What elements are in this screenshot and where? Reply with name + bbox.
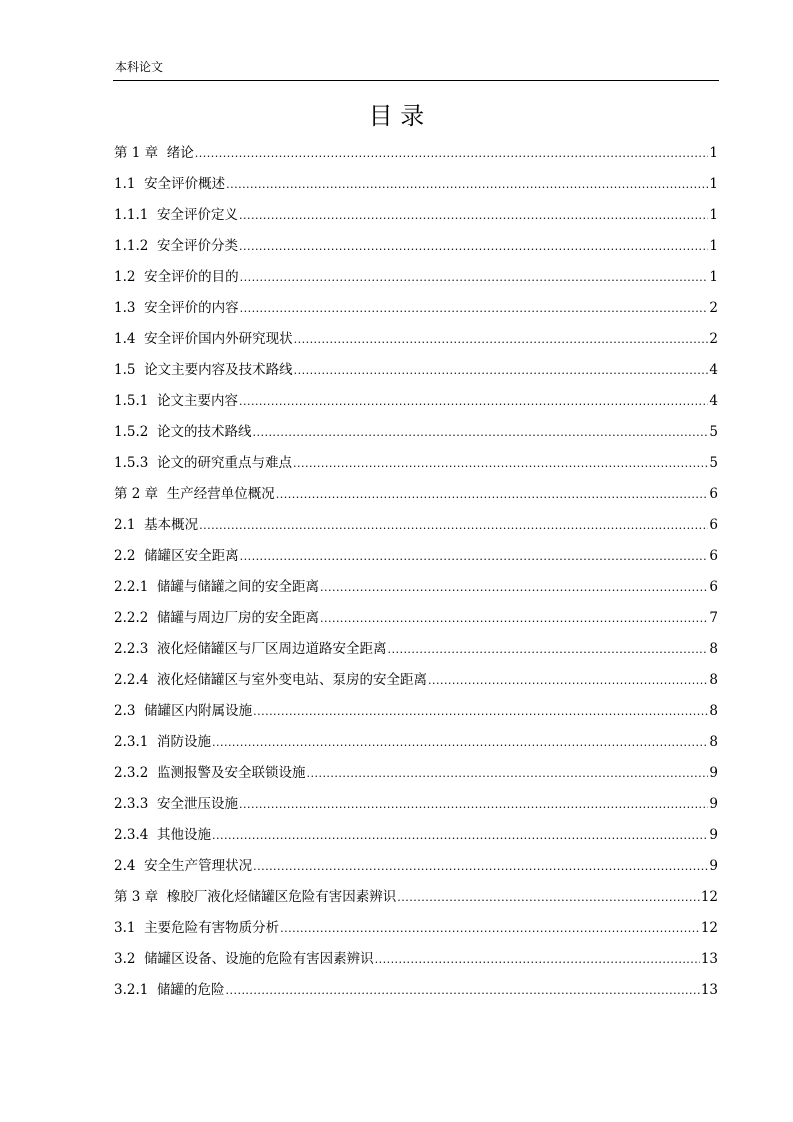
toc-page-number: 8 [709, 703, 718, 719]
toc-page-number: 1 [709, 145, 718, 161]
toc-entry-number: 1.3 [114, 300, 136, 316]
toc-entry-title: 储罐与储罐之间的安全距离 [156, 579, 319, 595]
toc-leader-dots [212, 732, 708, 754]
toc-page-number: 4 [709, 362, 718, 378]
toc-leader-dots [239, 236, 708, 258]
toc-entry[interactable] [114, 638, 718, 669]
toc-entry-number: 1.2 [114, 269, 136, 285]
toc-leader-dots [294, 360, 709, 382]
toc-entry-label [114, 793, 238, 815]
toc-entry-label [114, 731, 211, 753]
toc-entry-number: 1.5 [114, 362, 136, 378]
toc-entry[interactable] [114, 328, 718, 359]
toc-entry[interactable] [114, 142, 718, 173]
toc-entry-number: 2.2.3 [114, 641, 149, 657]
toc-entry[interactable] [114, 514, 718, 545]
toc-page-number: 6 [709, 548, 718, 564]
toc-page-number: 8 [709, 734, 718, 750]
toc-entry-label [114, 545, 239, 567]
toc-leader-dots [293, 453, 708, 475]
toc-leader-dots [225, 980, 699, 1002]
toc-entry-number: 2.3.4 [114, 827, 149, 843]
toc-entry-number: 2.1 [114, 517, 136, 533]
toc-page-number: 9 [709, 765, 718, 781]
toc-entry[interactable] [114, 731, 718, 762]
toc-entry-label [114, 359, 293, 381]
toc-page-number: 2 [709, 300, 718, 316]
toc-entry-number: 2.2.1 [114, 579, 149, 595]
toc-page-number: 5 [709, 424, 718, 440]
toc-entry-number: 3.1 [114, 920, 136, 936]
toc-entry-title: 生产经营单位概况 [166, 486, 275, 502]
toc-leader-dots [240, 267, 709, 289]
toc-entry-title: 安全评价的内容 [144, 300, 239, 316]
toc-page-number: 1 [709, 269, 718, 285]
toc-page-number: 1 [709, 238, 718, 254]
toc-page-number: 6 [709, 579, 718, 595]
toc-entry-title: 论文主要内容 [156, 393, 238, 409]
toc-entry[interactable] [114, 948, 718, 979]
toc-entry-label [114, 638, 386, 660]
toc-entry-label [114, 483, 275, 505]
toc-page-number: 8 [709, 672, 718, 688]
toc-entry-number: 3.2 [114, 951, 136, 967]
toc-entry-number: 2.2.2 [114, 610, 149, 626]
toc-entry[interactable] [114, 793, 718, 824]
toc-entry-number: 1.1 [114, 176, 136, 192]
toc-entry[interactable] [114, 545, 718, 576]
toc-entry-label [114, 669, 427, 691]
toc-leader-dots [226, 174, 708, 196]
toc-entry-title: 消防设施 [156, 734, 211, 750]
toc-entry-title: 安全评价定义 [156, 207, 238, 223]
toc-leader-dots [240, 546, 709, 568]
toc-list [114, 142, 718, 1010]
toc-entry-title: 储罐与周边厂房的安全距离 [156, 610, 319, 626]
toc-entry-title: 安全评价的目的 [144, 269, 239, 285]
toc-entry[interactable] [114, 886, 718, 917]
toc-entry-label [114, 297, 239, 319]
toc-entry-number: 1.1.1 [114, 207, 149, 223]
toc-leader-dots [252, 422, 708, 444]
toc-entry-title: 储罐区设备、设施的危险有害因素辨识 [144, 951, 374, 967]
toc-leader-dots [387, 639, 708, 661]
toc-entry[interactable] [114, 669, 718, 700]
toc-entry-number: 1.5.2 [114, 424, 149, 440]
toc-entry-label [114, 173, 225, 195]
toc-entry[interactable] [114, 576, 718, 607]
toc-page-number: 6 [709, 486, 718, 502]
toc-page-number: 1 [709, 176, 718, 192]
toc-entry[interactable] [114, 855, 718, 886]
toc-entry[interactable] [114, 607, 718, 638]
toc-entry-title: 储罐区内附属设施 [144, 703, 253, 719]
toc-page-number: 7 [709, 610, 718, 626]
toc-entry-label [114, 204, 238, 226]
toc-entry-title: 储罐区安全距离 [144, 548, 239, 564]
toc-entry-label [114, 421, 251, 443]
toc-entry-label [114, 235, 238, 257]
toc-page-number: 4 [709, 393, 718, 409]
toc-leader-dots [280, 918, 700, 940]
toc-entry-label [114, 824, 211, 846]
toc-entry-title: 安全泄压设施 [156, 796, 238, 812]
toc-entry-label [114, 576, 319, 598]
toc-entry-label [114, 948, 374, 970]
toc-leader-dots [276, 484, 709, 506]
header-label: 本科论文 [115, 60, 164, 74]
toc-entry[interactable] [114, 266, 718, 297]
toc-page-number: 5 [709, 455, 718, 471]
toc-page-number: 9 [709, 796, 718, 812]
toc-entry-title: 论文主要内容及技术路线 [144, 362, 293, 378]
toc-entry-title: 安全评价分类 [156, 238, 238, 254]
toc-leader-dots [320, 577, 708, 599]
toc-leader-dots [239, 794, 708, 816]
toc-entry[interactable] [114, 390, 718, 421]
toc-entry-label [114, 390, 238, 412]
toc-entry-number: 第 3 章 [114, 889, 159, 905]
toc-entry-number: 1.5.3 [114, 455, 149, 471]
toc-entry-number: 1.5.1 [114, 393, 149, 409]
toc-leader-dots [253, 701, 708, 723]
toc-entry-number: 2.3 [114, 703, 136, 719]
toc-entry-title: 橡胶厂液化烃储罐区危险有害因素辨识 [166, 889, 397, 905]
toc-entry-label [114, 328, 293, 350]
toc-leader-dots [320, 608, 708, 630]
toc-leader-dots [253, 856, 708, 878]
toc-page-number: 13 [700, 982, 718, 998]
toc-leader-dots [240, 298, 709, 320]
toc-entry-title: 安全评价国内外研究现状 [144, 331, 293, 347]
toc-entry-label [114, 452, 292, 474]
toc-entry[interactable] [114, 235, 718, 266]
toc-title: 目 录 [368, 102, 425, 130]
toc-entry-label [114, 979, 224, 1001]
toc-entry-number: 3.2.1 [114, 982, 149, 998]
toc-entry-label [114, 266, 239, 288]
toc-page-number: 12 [700, 920, 718, 936]
toc-entry[interactable] [114, 700, 718, 731]
toc-leader-dots [397, 887, 700, 909]
toc-entry-label [114, 762, 305, 784]
toc-page-number: 8 [709, 641, 718, 657]
toc-entry-title: 其他设施 [156, 827, 211, 843]
toc-entry-number: 第 1 章 [114, 145, 159, 161]
toc-entry-number: 2.2.4 [114, 672, 149, 688]
toc-page-number: 9 [709, 858, 718, 874]
toc-leader-dots [195, 143, 709, 165]
toc-entry-number: 2.3.1 [114, 734, 149, 750]
toc-entry-title: 安全生产管理状况 [144, 858, 253, 874]
toc-leader-dots [294, 329, 709, 351]
toc-leader-dots [239, 205, 708, 227]
toc-page-number: 6 [709, 517, 718, 533]
toc-entry-label [114, 917, 279, 939]
toc-entry[interactable] [114, 979, 718, 1010]
toc-entry-label [114, 700, 252, 722]
toc-leader-dots [239, 391, 708, 413]
toc-entry-title: 绪论 [166, 145, 194, 161]
toc-entry-title: 储罐的危险 [156, 982, 225, 998]
toc-entry-number: 第 2 章 [114, 486, 159, 502]
toc-entry[interactable] [114, 483, 718, 514]
toc-page-number: 1 [709, 207, 718, 223]
toc-entry-number: 2.2 [114, 548, 136, 564]
toc-entry[interactable] [114, 173, 718, 204]
toc-leader-dots [306, 763, 708, 785]
toc-entry-number: 2.4 [114, 858, 136, 874]
toc-entry-label [114, 886, 396, 908]
toc-entry-number: 1.4 [114, 331, 136, 347]
toc-entry-number: 2.3.2 [114, 765, 149, 781]
toc-entry-title: 液化烃储罐区与厂区周边道路安全距离 [156, 641, 387, 657]
toc-entry-title: 液化烃储罐区与室外变电站、泵房的安全距离 [156, 672, 427, 688]
header-rule [113, 80, 719, 81]
toc-entry-title: 安全评价概述 [144, 176, 226, 192]
toc-entry-number: 2.3.3 [114, 796, 149, 812]
toc-entry[interactable] [114, 762, 718, 793]
toc-entry-number: 1.1.2 [114, 238, 149, 254]
toc-leader-dots [375, 949, 700, 971]
toc-entry[interactable] [114, 297, 718, 328]
toc-entry-title: 监测报警及安全联锁设施 [156, 765, 306, 781]
toc-entry[interactable] [114, 359, 718, 390]
toc-entry[interactable] [114, 917, 718, 948]
toc-entry-title: 论文的研究重点与难点 [156, 455, 292, 471]
toc-leader-dots [199, 515, 708, 537]
toc-entry[interactable] [114, 421, 718, 452]
toc-entry-title: 论文的技术路线 [156, 424, 252, 440]
toc-entry-title: 主要危险有害物质分析 [144, 920, 280, 936]
toc-page-number: 13 [700, 951, 718, 967]
toc-entry-label [114, 142, 194, 164]
toc-entry[interactable] [114, 452, 718, 483]
toc-entry-label [114, 607, 319, 629]
toc-page-number: 12 [700, 889, 718, 905]
toc-entry-title: 基本概况 [144, 517, 199, 533]
toc-entry-label [114, 514, 198, 536]
toc-leader-dots [428, 670, 708, 692]
toc-entry[interactable] [114, 824, 718, 855]
toc-page-number: 2 [709, 331, 718, 347]
toc-entry-label [114, 855, 252, 877]
toc-leader-dots [212, 825, 708, 847]
toc-entry[interactable] [114, 204, 718, 235]
toc-page-number: 9 [709, 827, 718, 843]
